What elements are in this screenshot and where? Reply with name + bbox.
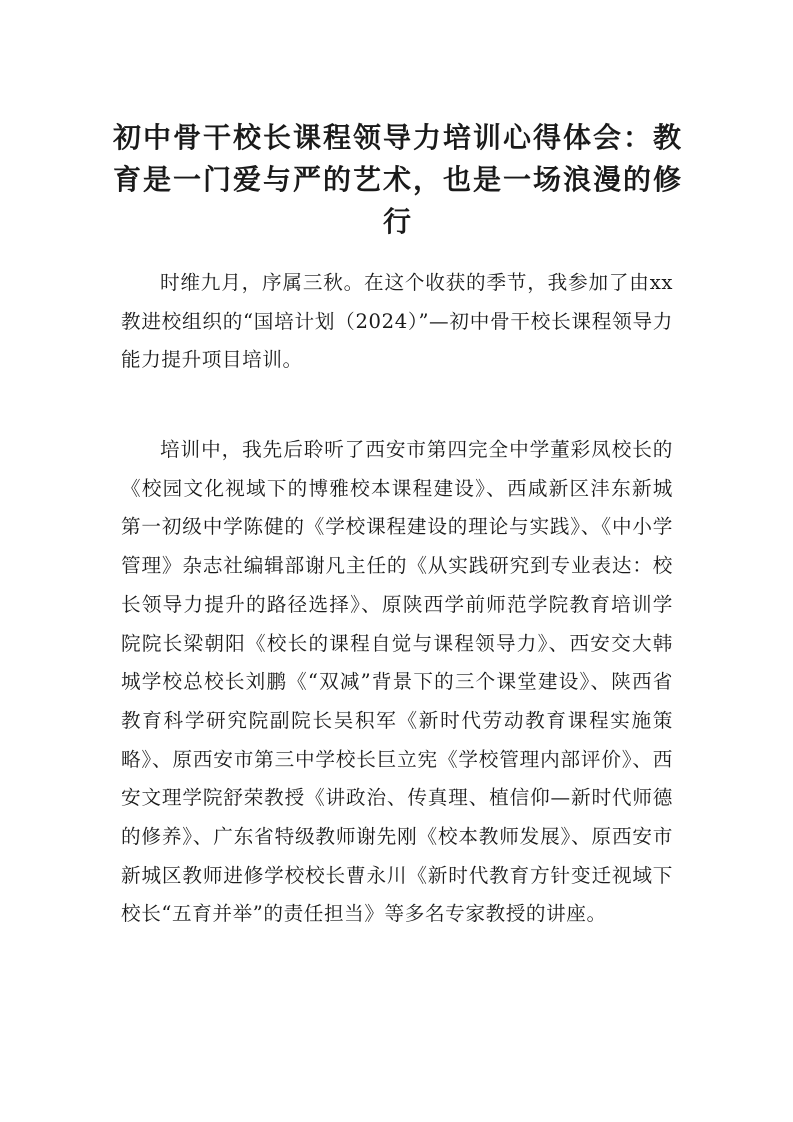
paragraph-intro: 时维九月，序属三秋。在这个收获的季节，我参加了由xx教进校组织的“国培计划（2024）”—初中骨干校长课程领导力能力提升项目培训。 — [121, 271, 673, 372]
paragraph-training-lectures: 培训中，我先后聆听了西安市第四完全中学董彩凤校长的《校园文化视域下的博雅校本课程建设》、西咸新区沣东新城第一初级中学陈健的《学校课程建设的理论与实践》、《中小学管理》杂志社编辑部谢凡主任的《从实践研究到专业表达：校长领导力提升的路径选择》、原陕西学前师范学院教育培训学院院长梁朝阳《校长的课程自觉与课程领导力》、西安交大韩城学校总校长刘鹏《“双减”背景下的三个课堂建设》、陕西省教育科学研究院副院长吴积军《新时代劳动教育课程实施策略》、原西安市第三中学校长巨立宪《学校管理内部评价》、西安文理学院舒荣教授《讲政治、传真理、植信仰—新时代师德的修养》、广东省特级教师谢先刚《校本教师发展》、原西安市新城区教师进修学校校长曹永川《新时代教育方针变迁视域下校长“五育并举”的责任担当》等多名专家教授的讲座。 — [121, 438, 673, 926]
document-title: 初中骨干校长课程领导力培训心得体会：教育是一门爱与严的艺术，也是一场浪漫的修行 — [112, 120, 683, 238]
